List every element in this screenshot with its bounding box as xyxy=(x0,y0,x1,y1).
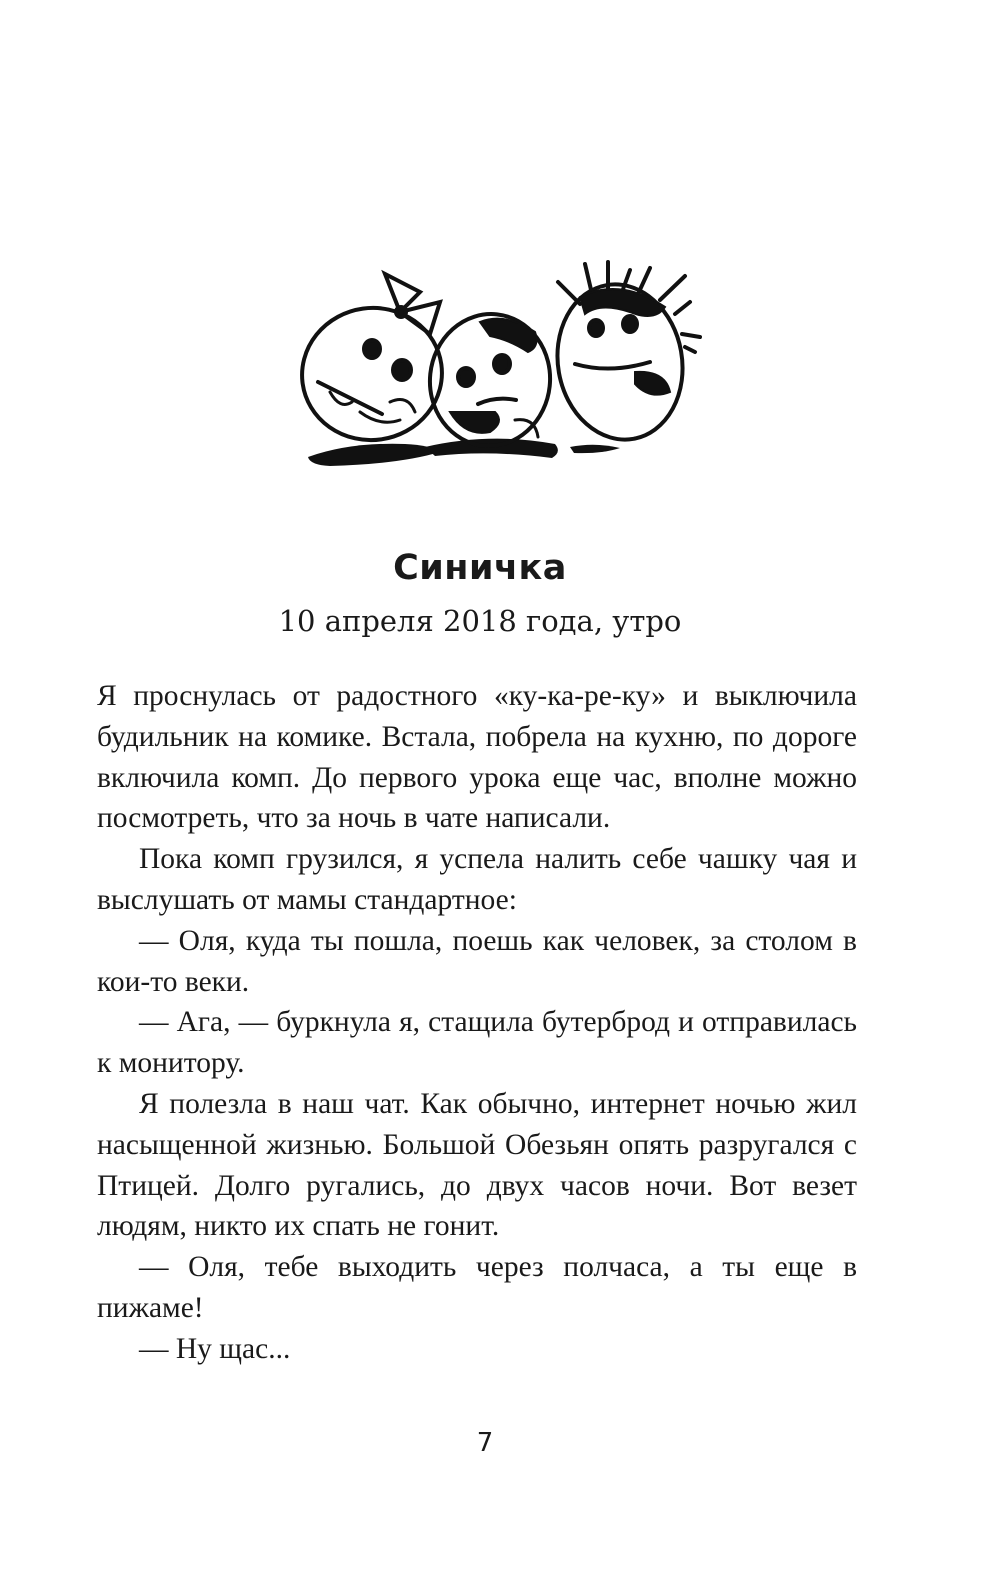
paragraph: — Оля, тебе выходить через полчаса, а ты еще в пижаме! xyxy=(97,1251,857,1324)
paragraph: — Ну щас... xyxy=(139,1332,291,1365)
ground-shadow-left xyxy=(308,444,440,466)
chapter-title: Синичка xyxy=(393,548,567,588)
left-face xyxy=(293,274,450,449)
page-number: 7 xyxy=(476,1428,494,1458)
right-face xyxy=(545,262,700,450)
chapter-date: 10 апреля 2018 года, утро xyxy=(278,604,682,638)
paragraph: Я полезла в наш чат. Как обычно, интернет ночью жил насыщенной жизнью. Большой Обезьян опять разругался с Птицей. Долго ругались, до двух часов ночи. Вот везет людям, никто их спать не гонит. xyxy=(97,1087,857,1243)
paragraph: Пока комп грузился, я успела налить себе чашку чая и выслушать от мамы стандартное: xyxy=(97,843,857,916)
three-faces-drawing-icon xyxy=(290,252,710,482)
paragraph: — Ага, — буркнула я, стащила бутерброд и отправилась к монитору. xyxy=(97,1006,857,1080)
paragraph: — Оля, куда ты пошла, поешь как человек, за столом в кои-то веки. xyxy=(97,924,857,998)
paragraph: Я проснулась от радостного «ку-ка-ре-ку» и выключила будильник на комике. Встала, побрела на кухню, по дороге включила комп. До первого урока еще час, вполне можно посмотреть, что за ночь в чате написали. xyxy=(97,680,857,835)
ground-shadow-middle xyxy=(425,439,558,458)
chapter-body xyxy=(97,676,857,1370)
ground-shadow-right xyxy=(570,445,620,453)
